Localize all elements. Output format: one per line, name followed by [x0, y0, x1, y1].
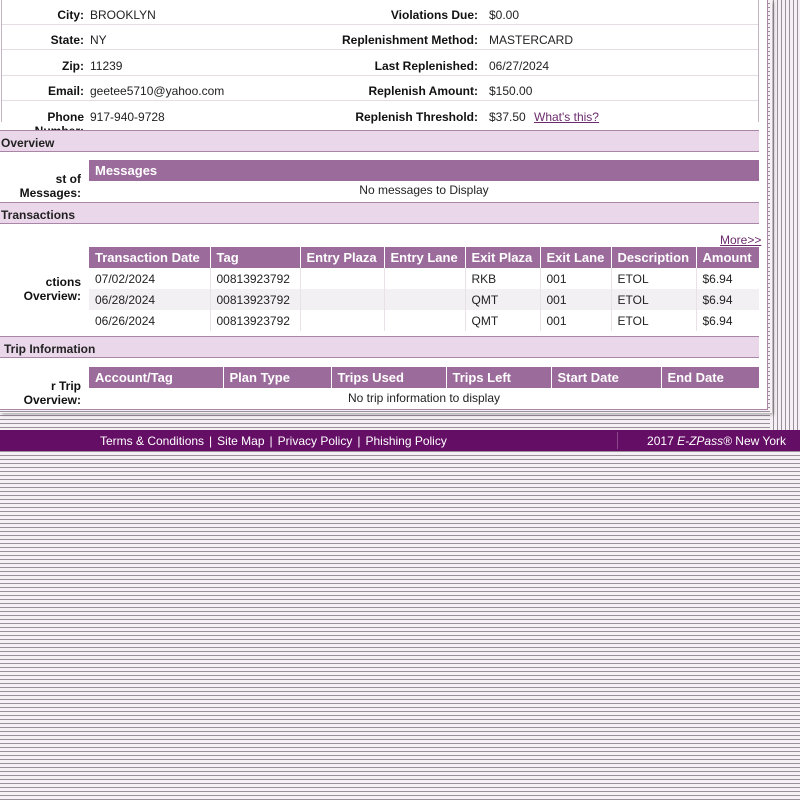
replenish-amount-value: $150.00: [489, 84, 533, 98]
table-cell: [300, 310, 384, 331]
transactions-header-row: [89, 247, 759, 268]
section-overview-title: Overview: [1, 136, 55, 150]
last-replenished-label: Last Replenished:: [374, 59, 478, 73]
footer-links: [100, 434, 447, 448]
section-trip-title: Trip Information: [4, 342, 96, 356]
footer-link[interactable]: Terms & Conditions: [100, 434, 205, 448]
trips-col-2: Trips Used: [331, 367, 446, 388]
footer-separator: |: [357, 434, 361, 448]
info-row-phone: [2, 102, 758, 127]
table-cell: [384, 310, 465, 331]
footer-divider: [617, 432, 618, 449]
table-row: [89, 310, 759, 331]
table-cell: [300, 289, 384, 310]
phone-value: 917-940-9728: [90, 110, 165, 124]
table-cell: 06/26/2024: [89, 310, 210, 331]
table-cell: 00813923792: [210, 268, 300, 289]
trips-col-5: End Date: [661, 367, 759, 388]
copyright-year: 2017: [647, 434, 674, 448]
email-label: Email:: [47, 84, 84, 98]
footer-separator: |: [269, 434, 273, 448]
table-cell: $6.94: [702, 313, 733, 328]
transactions-col-2: Entry Plaza: [300, 247, 384, 268]
transactions-more-link[interactable]: More>>: [720, 233, 762, 247]
transactions-col-3: Entry Lane: [384, 247, 465, 268]
footer-link[interactable]: Phishing Policy: [365, 434, 447, 448]
transactions-col-6: Description: [611, 247, 696, 268]
city-value: BROOKLYN: [90, 8, 156, 22]
replenish-threshold-label: Replenish Threshold:: [355, 110, 478, 124]
trips-col-0: Account/Tag: [89, 367, 223, 388]
table-cell: 00813923792: [210, 289, 300, 310]
footer-copyright: [647, 434, 786, 448]
footer: [0, 430, 800, 451]
transactions-side-label: ctions Overview:: [23, 275, 81, 303]
transactions-col-0: Transaction Date: [89, 247, 210, 268]
whats-this-link[interactable]: What's this?: [534, 110, 599, 124]
row-divider: [2, 100, 758, 101]
table-cell: 001: [540, 310, 611, 331]
trips-col-1: Plan Type: [223, 367, 331, 388]
trips-table: [89, 367, 759, 388]
city-label: City:: [57, 8, 84, 22]
messages-side-label: st of Messages:: [19, 172, 81, 200]
row-divider: [2, 49, 758, 50]
account-info: [1, 0, 759, 122]
footer-separator: |: [209, 434, 213, 448]
info-row-email: [2, 76, 758, 101]
info-row-zip: [2, 51, 758, 76]
trips-col-4: Start Date: [551, 367, 661, 388]
table-cell: RKB: [465, 268, 540, 289]
violations-label: Violations Due:: [390, 8, 478, 22]
transactions-table: [89, 247, 759, 331]
violations-value: $0.00: [489, 8, 520, 22]
copyright-brand: E-ZPass®: [677, 434, 732, 448]
phone-label: Phone: [47, 110, 84, 124]
state-label: State:: [50, 33, 84, 47]
table-cell: ETOL: [611, 310, 696, 331]
table-cell: [300, 268, 384, 289]
zip-label: Zip:: [62, 59, 84, 73]
state-value: NY: [90, 33, 107, 47]
section-trip: [0, 336, 759, 358]
trips-empty: No trip information to display: [347, 391, 501, 405]
footer-link[interactable]: Privacy Policy: [277, 434, 353, 448]
table-cell: 06/28/2024: [89, 289, 210, 310]
section-transactions-title: Transactions: [1, 208, 76, 222]
table-cell: 07/02/2024: [89, 268, 210, 289]
info-row-city: [2, 0, 758, 25]
background-stripe: [770, 0, 800, 430]
table-cell: 00813923792: [210, 310, 300, 331]
footer-link[interactable]: Site Map: [217, 434, 265, 448]
messages-header: Messages: [89, 160, 759, 181]
section-transactions: [0, 202, 759, 224]
transactions-col-5: Exit Lane: [540, 247, 611, 268]
transactions-body: [89, 268, 759, 331]
info-row-state: [2, 25, 758, 50]
table-cell: [384, 268, 465, 289]
messages-empty: No messages to Display: [359, 183, 489, 197]
table-cell: $6.94: [696, 289, 759, 310]
table-cell: $6.94: [702, 271, 733, 286]
transactions-col-4: Exit Plaza: [465, 247, 540, 268]
messages-table: [89, 160, 759, 181]
transactions-col-7: Amount: [696, 247, 759, 268]
email-value: geetee5710@yahoo.com: [90, 84, 225, 98]
table-cell: ETOL: [611, 289, 696, 310]
table-cell: QMT: [465, 310, 540, 331]
section-overview: [0, 130, 759, 152]
replenish-method-value: MASTERCARD: [489, 33, 574, 47]
trips-side-label: r Trip Overview:: [23, 379, 81, 407]
table-row: [89, 268, 759, 289]
table-cell: ETOL: [611, 268, 696, 289]
table-cell: QMT: [465, 289, 540, 310]
trips-col-3: Trips Left: [446, 367, 551, 388]
table-cell: [384, 289, 465, 310]
replenish-method-label: Replenishment Method:: [341, 33, 478, 47]
last-replenished-value: 06/27/2024: [489, 59, 550, 73]
replenish-amount-label: Replenish Amount:: [368, 84, 478, 98]
zip-value: 11239: [90, 59, 123, 73]
table-cell: 001: [540, 289, 611, 310]
table-cell: 001: [540, 268, 611, 289]
copyright-region: New York: [735, 434, 786, 448]
table-row: [89, 289, 759, 310]
account-panel: [0, 0, 768, 410]
trips-header-row: [89, 367, 759, 388]
transactions-col-1: Tag: [210, 247, 300, 268]
replenish-threshold-value: $37.50: [489, 110, 526, 124]
